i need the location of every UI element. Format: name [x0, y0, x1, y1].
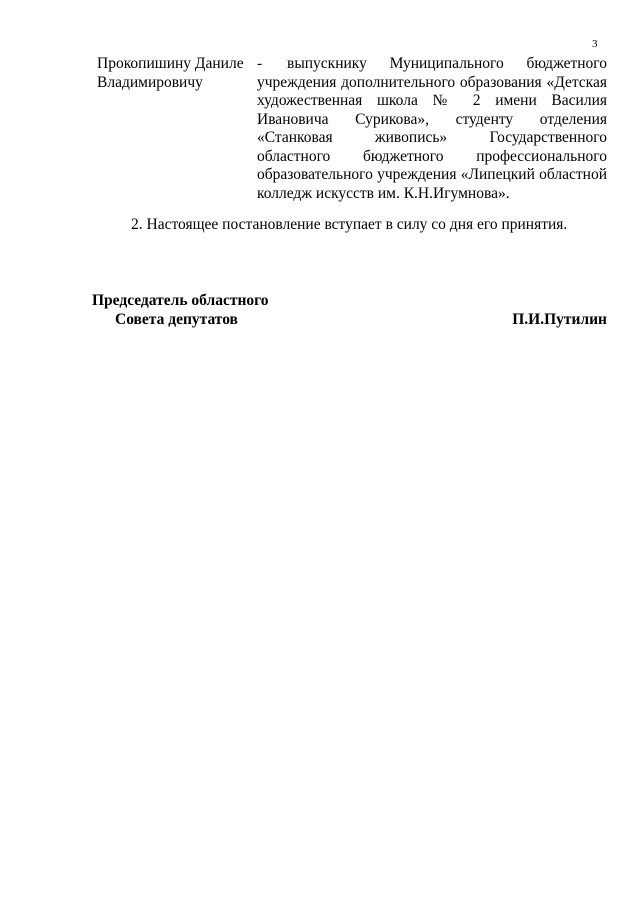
- page-number: 3: [592, 38, 598, 50]
- recipient-name-line-1: Прокопишину Даниле: [97, 55, 244, 72]
- signature-title-line-1: Председатель областного: [92, 292, 269, 309]
- signature-title-line-2: Совета депутатов: [115, 311, 238, 328]
- recipient-description: выпускнику Муниципального бюджетного учреждения дополнительного образования «Детская художественная школа № 2 имени Василия Ивановича Сурикова», студенту отделения «Станковая живопись» Государственного областного бюджетного профессионального образовательного учреждения «Липецкий областной колледж искусств им. К.Н.Игумнова».: [257, 55, 607, 202]
- signature-name: П.И.Путилин: [512, 311, 607, 328]
- recipient-description-block: [257, 55, 607, 203]
- recipient-name: [97, 55, 247, 92]
- recipient-name-line-2: Владимировичу: [97, 73, 203, 91]
- clause-2: 2. Настоящее постановление вступает в силу со дня его принятия.: [131, 216, 568, 233]
- recipient-dash: -: [257, 55, 263, 72]
